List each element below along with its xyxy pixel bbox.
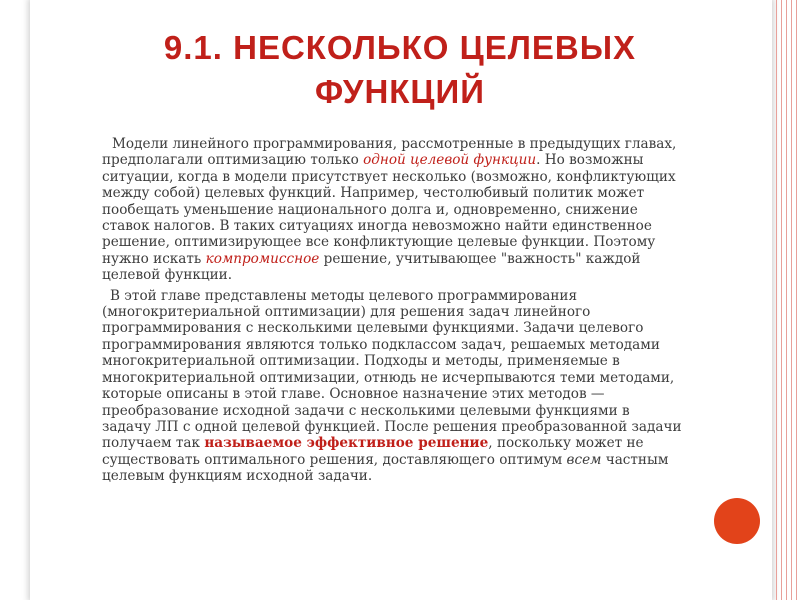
paragraph-1 <box>102 136 682 284</box>
paragraph-2 <box>102 288 682 485</box>
paragraph-1-text-1: Модели линейного программирования, рассмотренные в предыдущих главах, предполагали оптимизацию только <box>102 136 677 169</box>
decorative-stripe <box>776 0 777 600</box>
paragraph-2-text-3: частным целевым функциям исходной задачи. <box>102 451 669 485</box>
decorative-stripe <box>796 0 797 600</box>
slide-title <box>90 26 710 114</box>
decorative-stripe <box>781 0 782 600</box>
paragraph-2-text-1: В этой главе представлены методы целевого программирования (многокритериальной оптимизации) для решения задач линейного программирования с несколькими целевыми функциями. Задачи целевого программирования являются только подклассом задач, решаемых методами многокритериальной оптимизации. Подходы и методы, применяемые в многокритериальной оптимизации, отнюдь не исчерпываются теми методами, которые описаны в этой главе. Основное назначение этих методов — преобразование исходной задачи с несколькими целевыми функциями в задачу ЛП с одной целевой функцией. После решения преобразованной задачи получаем так <box>102 287 682 452</box>
highlight-compromise: компромиссное <box>205 250 320 267</box>
decorative-circle <box>714 498 760 544</box>
paragraph-1-text-2: . Но возможны ситуации, когда в модели присутствует несколько (возможно, конфликтующих между собой) целевых функций. Например, честолюбивый политик может пообещать уменьшение национального долга и, одновременно, снижение ставок налогов. В таких ситуациях иногда невозможно найти единственное решение, оптимизирующее все конфликтующие целевые функции. Поэтому нужно искать <box>102 152 676 267</box>
slide <box>30 0 772 600</box>
highlight-efficient-solution: называемое эффективное решение <box>204 435 489 452</box>
paragraph-1-text-3: решение, учитывающее "важность" каждой целевой функции. <box>102 250 641 284</box>
decorative-stripe <box>791 0 792 600</box>
slide-body <box>102 136 682 485</box>
title-line-2: ФУНКЦИЙ <box>315 73 485 110</box>
title-line-1: 9.1. НЕСКОЛЬКО ЦЕЛЕВЫХ <box>163 29 637 66</box>
highlight-one-objective: одной целевой функции <box>363 152 537 169</box>
paragraph-2-text-2: , поскольку может не существовать оптимального решения, доставляющего оптимум <box>102 435 644 468</box>
emphasis-all: всем <box>566 451 602 468</box>
decorative-stripe <box>786 0 787 600</box>
